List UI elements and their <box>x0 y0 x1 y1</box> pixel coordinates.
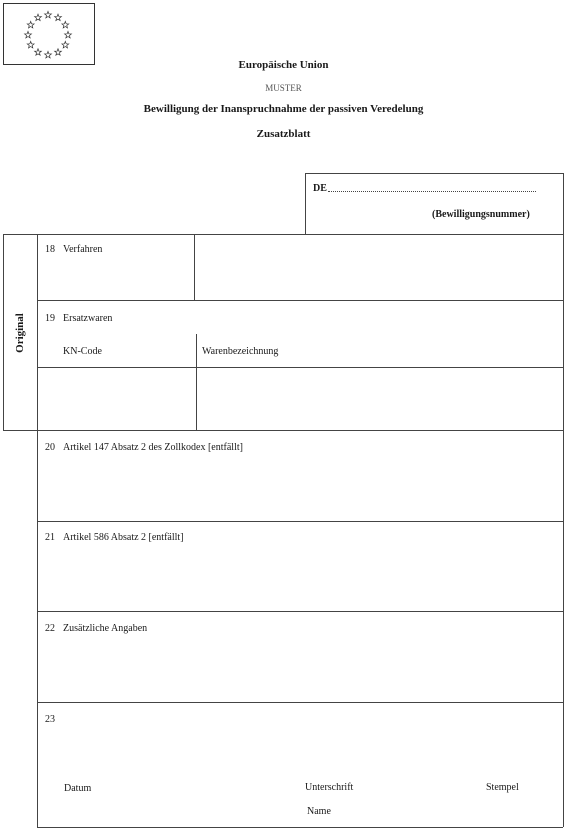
field-18-number: 18 <box>45 244 55 255</box>
field-18-label: Verfahren <box>63 244 103 255</box>
flag-star-icon <box>62 41 69 48</box>
header-title: Bewilligung der Inanspruchnahme der passiven Veredelung <box>143 103 424 115</box>
field-22-number: 22 <box>45 623 55 634</box>
flag-star-icon <box>45 51 52 58</box>
field-21-number: 21 <box>45 532 55 543</box>
field-21-bottom <box>37 611 563 612</box>
auth-left-border <box>305 173 306 235</box>
frame-bottom <box>37 827 563 828</box>
flag-star-icon <box>27 21 34 28</box>
original-label-text: Original <box>14 313 26 353</box>
field-18-divider <box>194 234 195 300</box>
field-19-divider <box>196 334 197 430</box>
frame-right <box>563 234 564 827</box>
field-22-label: Zusätzliche Angaben <box>63 623 148 634</box>
original-label <box>4 235 36 431</box>
header-muster: MUSTER <box>265 83 302 93</box>
field-23-name: Name <box>307 806 331 817</box>
header-union: Europäische Union <box>238 59 329 71</box>
field-19-col-desc: Warenbezeichnung <box>202 346 279 357</box>
field-23-number: 23 <box>45 714 55 725</box>
field-19-label: Ersatzwaren <box>63 313 113 324</box>
flag-star-icon <box>65 31 72 38</box>
field-21-label: Artikel 586 Absatz 2 [entfällt] <box>63 532 184 543</box>
header-subtitle: Zusatzblatt <box>256 128 311 140</box>
field-19-number: 19 <box>45 313 55 324</box>
field-19-col-code: KN-Code <box>63 346 102 357</box>
flag-star-icon <box>55 14 62 21</box>
auth-label: (Bewilligungsnummer) <box>432 209 530 220</box>
field-20-bottom <box>37 521 563 522</box>
flag-star-icon <box>35 49 42 56</box>
auth-number-field[interactable] <box>328 191 536 192</box>
field-18-bottom <box>37 300 563 301</box>
field-23-stamp: Stempel <box>486 782 519 793</box>
auth-prefix: DE <box>313 183 327 194</box>
auth-right-border <box>563 173 564 235</box>
flag-star-icon <box>45 11 52 18</box>
flag-star-icon <box>35 14 42 21</box>
flag-star-icon <box>27 41 34 48</box>
field-20-number: 20 <box>45 442 55 453</box>
flag-star-icon <box>62 21 69 28</box>
eu-flag-icon <box>3 3 95 65</box>
flag-star-icon <box>25 31 32 38</box>
frame-top <box>37 234 563 235</box>
auth-top-border <box>305 173 563 174</box>
frame-left <box>37 234 38 827</box>
field-23-date: Datum <box>64 783 92 794</box>
field-23-signature: Unterschrift <box>305 782 354 793</box>
field-19-bottom <box>37 430 563 431</box>
field-19-header-line <box>37 367 563 368</box>
field-22-bottom <box>37 702 563 703</box>
flag-star-icon <box>55 49 62 56</box>
field-20-label: Artikel 147 Absatz 2 des Zollkodex [entfällt] <box>63 442 243 453</box>
